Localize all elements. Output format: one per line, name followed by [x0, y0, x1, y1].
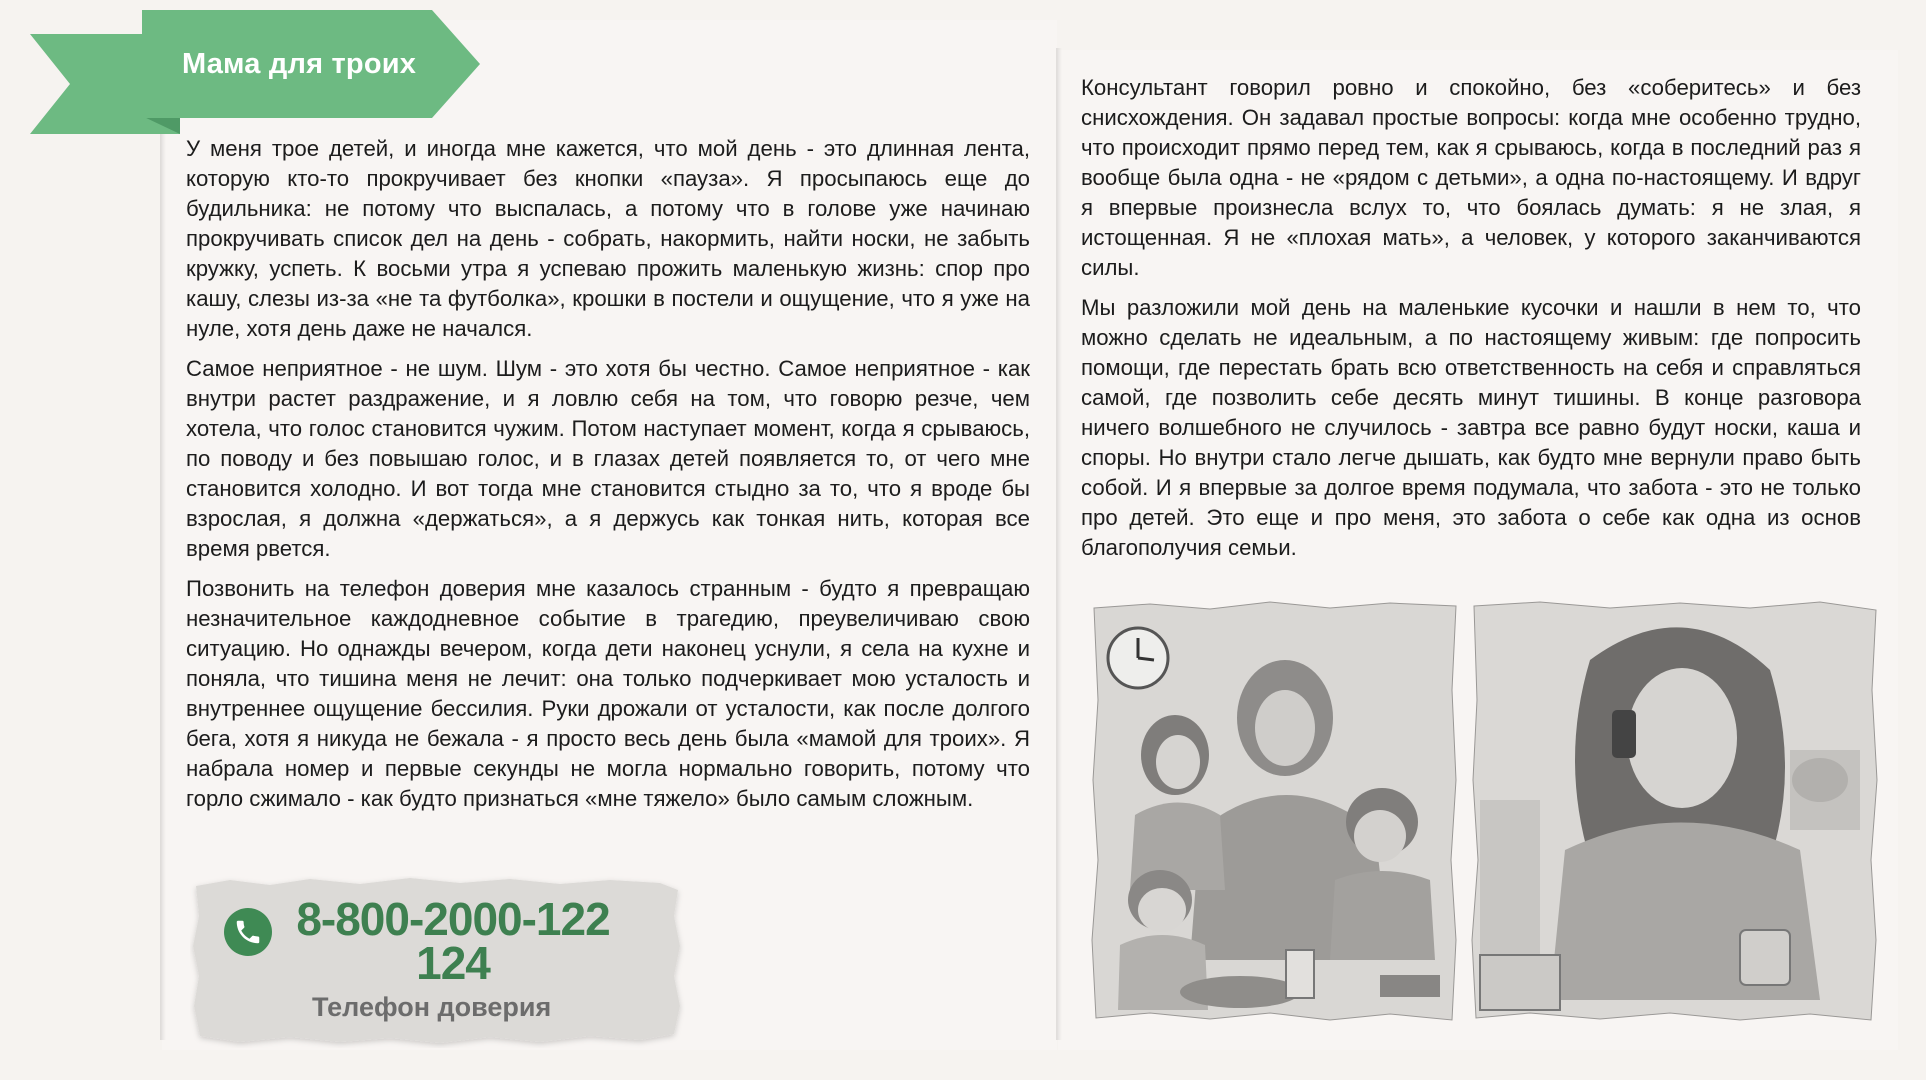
hotline-number-line2: 124: [416, 937, 490, 989]
right-page-shadow: [1056, 48, 1062, 1040]
hotline-label: Телефон доверия: [312, 992, 552, 1022]
mug-icon: [1740, 930, 1790, 985]
paragraph-4: Консультант говорил ровно и спокойно, без «соберитесь» и без снисхождения. Он задавал простые вопросы: когда мне особенно трудно, что происходит прямо перед тем, как я срываюсь, когда в последний раз я вообще была одна - не «рядом с детьми», а одна по-настоящему. И вдруг я впервые произнесла вслух то, что боялась думать: я не злая, я истощенная. Я не «плохая мать», а человек, у которого заканчиваются силы.: [1081, 75, 1861, 280]
hotline-number-line1: 8-800-2000-122: [296, 893, 610, 945]
mother-with-children-illustration: [1090, 600, 1460, 1025]
page-title: Мама для троих: [182, 48, 417, 80]
tissue-box-icon: [1480, 955, 1560, 1010]
mother-on-phone-illustration: [1470, 600, 1880, 1025]
teapot-icon: [1792, 758, 1848, 802]
left-column: [186, 134, 1030, 824]
paragraph-2: Самое неприятное - не шум. Шум - это хотя бы честно. Самое неприятное - как внутри растет раздражение, и я ловлю себя на том, что говорю резче, чем хотела, что голос становится чужим. Потом наступает момент, когда я срываюсь, по поводу и без повышаю голос, и в глазах детей появляется то, от чего мне становится холодно. И вот тогда мне становится стыдно за то, что я вроде бы взрослая, я должна «держаться», а я держусь как тонкая нить, которая все время рвется.: [186, 356, 1030, 561]
right-column: [1081, 73, 1861, 573]
paragraph-5: Мы разложили мой день на маленькие кусочки и нашли в нем то, что можно сделать не идеальным, а по настоящему живым: где попросить помощи, где перестать брать всю ответственность на себя и справляться самой, где позволить себе десять минут тишины. В конце разговора ничего волшебного не случилось - завтра все равно будут носки, каша и споры. Но внутри стало легче дышать, как будто мне вернули право быть собой. И я впервые за долгое время подумала, что забота - это не только про детей. Это еще и про меня, это забота о себе как одна из основ благополучия семьи.: [1081, 295, 1861, 560]
hotline-number[interactable]: [278, 893, 628, 989]
paragraph-1: У меня трое детей, и иногда мне кажется, что мой день - это длинная лента, которую кто-то прокручивает без кнопки «пауза». Я просыпаюсь еще до будильника: не потому что выспалась, а потому что в голове уже начинаю прокручивать список дел на день - собрать, накормить, найти носки, не забыть кружку, успеть. К восьми утра я успеваю прожить маленькую жизнь: спор про кашу, слезы из-за «не та футболка», крошки в постели и ощущение, что я уже на нуле, хотя день даже не начался.: [186, 136, 1030, 341]
paragraph-3: Позвонить на телефон доверия мне казалось странным - будто я превращаю незначительное каждодневное событие в трагедию, преувеличиваю свою ситуацию. Но однажды вечером, когда дети наконец уснули, я села на кухне и поняла, что тишина меня не лечит: она только подчеркивает мою усталость и внутреннее ощущение бессилия. Руки дрожали от усталости, как после долгого бега, хотя я никуда не бежала - я просто весь день была «мамой для троих». Я набрала номер и первые секунды не могла нормально говорить, потому что горло сжимало - как будто признаться «мне тяжело» было самым сложным.: [186, 576, 1030, 811]
left-page-shadow: [160, 48, 166, 1040]
phone-device-icon: [1612, 710, 1636, 758]
phone-icon: [224, 908, 272, 956]
